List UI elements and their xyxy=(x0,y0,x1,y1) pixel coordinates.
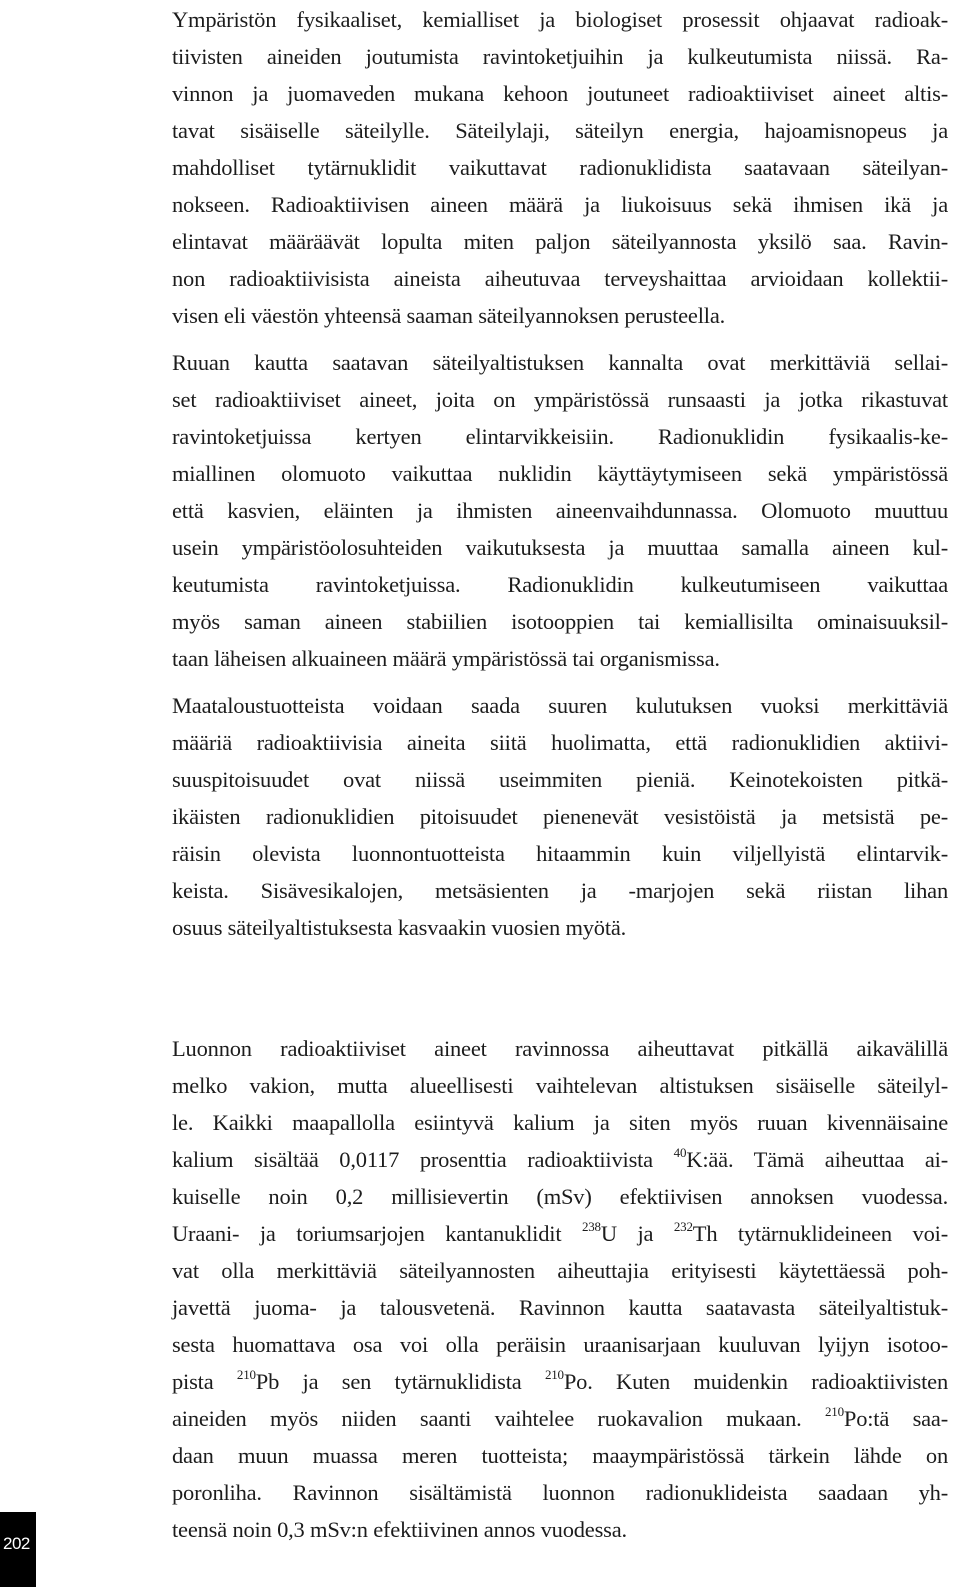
text-line: usein ympäristöolosuhteiden vaikutuksesta ja muuttaa samalla aineen kul- xyxy=(172,535,948,560)
text-line xyxy=(172,1141,948,1178)
text-line xyxy=(172,1437,948,1474)
text-segment: teensä noin 0,3 mSv:n efektiivinen annos vuodessa. xyxy=(172,1517,627,1542)
text-segment: U ja xyxy=(600,1221,674,1246)
text-line: keutumista ravintoketjuissa. Radionuklidin kulkeutumiseen vaikuttaa xyxy=(172,572,948,597)
text-segment: kalium sisältää 0,0117 prosenttia radioaktiivista xyxy=(172,1147,674,1172)
page-number: 202 xyxy=(3,1534,30,1553)
paragraph-2 xyxy=(172,344,948,677)
text-line xyxy=(172,1104,948,1141)
text-line: set radioaktiiviset aineet, joita on ympäristössä runsaasti ja jotka rikastuvat xyxy=(172,387,948,412)
text-line: vinnon ja juomaveden mukana kehoon joutuneet radioaktiiviset aineet altis- xyxy=(172,81,948,106)
paragraph-1 xyxy=(172,1,948,334)
text-line xyxy=(172,1030,948,1067)
text-segment: kuiselle noin 0,2 millisievertin (mSv) efektiivisen annoksen vuodessa. xyxy=(172,1184,948,1209)
text-line xyxy=(172,1252,948,1289)
text-segment: vat olla merkittäviä säteilyannosten aiheuttajia erityisesti käytettäessä poh- xyxy=(172,1258,948,1283)
paragraph-4 xyxy=(172,1030,948,1548)
text-line: ravintoketjuissa kertyen elintarvikkeisiin. Radionuklidin fysikaalis-ke- xyxy=(172,424,948,449)
text-line: Ympäristön fysikaaliset, kemialliset ja biologiset prosessit ohjaavat radioak- xyxy=(172,7,948,32)
isotope-mass-number: 210 xyxy=(236,1366,256,1382)
text-line: osuus säteilyaltistuksesta kasvaakin vuosien myötä. xyxy=(172,915,627,940)
text-line: suuspitoisuudet ovat niissä useimmiten pieniä. Keinotekoisten pitkä- xyxy=(172,767,948,792)
text-line: miallinen olomuoto vaikuttaa nuklidin käyttäytymiseen sekä ympäristössä xyxy=(172,461,948,486)
text-line: määriä radioaktiivisia aineita siitä huolimatta, että radionuklidien aktiivi- xyxy=(172,730,948,755)
text-line: myös saman aineen stabiilien isotooppien tai kemiallisilta ominaisuuksil- xyxy=(172,609,948,634)
text-segment: K:ää. Tämä aiheuttaa ai- xyxy=(686,1147,948,1172)
text-segment: melko vakion, mutta alueellisesti vaihtelevan altistuksen sisäiselle säteilyl- xyxy=(172,1073,948,1098)
isotope-mass-number: 210 xyxy=(824,1403,844,1419)
text-line: visen eli väestön yhteensä saaman säteilyannoksen perusteella. xyxy=(172,303,726,328)
text-line: tiivisten aineiden joutumista ravintoketjuihin ja kulkeutumista niissä. Ra- xyxy=(172,44,948,69)
text-line xyxy=(172,1067,948,1104)
text-line: ikäisten radionuklidien pitoisuudet pienenevät vesistöistä ja metsistä pe- xyxy=(172,804,948,829)
text-segment: Th tytärnuklideineen voi- xyxy=(692,1221,948,1246)
text-line xyxy=(172,1215,948,1252)
text-line: Maataloustuotteista voidaan saada suuren kulutuksen vuoksi merkittäviä xyxy=(172,693,948,718)
text-line xyxy=(172,1326,948,1363)
text-line xyxy=(172,1511,948,1548)
paragraph-3 xyxy=(172,687,948,946)
text-line: non radioaktiivisista aineista aiheutuvaa terveyshaittaa arvioidaan kollektii- xyxy=(172,266,948,291)
text-segment: le. Kaikki maapallolla esiintyvä kalium ja siten myös ruuan kivennäisaine xyxy=(172,1110,948,1135)
text-segment: Pb ja sen tytärnuklidista xyxy=(255,1369,545,1394)
text-segment: poronliha. Ravinnon sisältämistä luonnon radionuklideista saadaan yh- xyxy=(172,1480,948,1505)
isotope-mass-number: 232 xyxy=(673,1218,693,1234)
text-segment: Luonnon radioaktiiviset aineet ravinnossa aiheuttavat pitkällä aikavälillä xyxy=(172,1036,948,1061)
isotope-mass-number: 238 xyxy=(581,1218,601,1234)
text-line xyxy=(172,1400,948,1437)
text-line xyxy=(172,1178,948,1215)
text-line xyxy=(172,1474,948,1511)
text-segment: Po. Kuten muidenkin radioaktiivisten xyxy=(563,1369,948,1394)
text-segment: pista xyxy=(172,1369,237,1394)
text-line: että kasvien, eläinten ja ihmisten aineenvaihdunnassa. Olomuoto muuttuu xyxy=(172,498,948,523)
text-line: räisin olevista luonnontuotteista hitaammin kuin viljellyistä elintarvik- xyxy=(172,841,948,866)
text-segment: Po:tä saa- xyxy=(843,1406,948,1431)
text-line: elintavat määräävät lopulta miten paljon säteilyannosta yksilö saa. Ravin- xyxy=(172,229,948,254)
isotope-mass-number: 40 xyxy=(673,1144,687,1160)
text-line: keista. Sisävesikalojen, metsäsienten ja -marjojen sekä riistan lihan xyxy=(172,878,948,903)
text-line: taan läheisen alkuaineen määrä ympäristössä tai organismissa. xyxy=(172,646,720,671)
text-segment: javettä juoma- ja talousvetenä. Ravinnon kautta saatavasta säteilyaltistuk- xyxy=(172,1295,948,1320)
text-line: tavat sisäiselle säteilylle. Säteilylaji, säteilyn energia, hajoamisnopeus ja xyxy=(172,118,948,143)
isotope-mass-number: 210 xyxy=(544,1366,564,1382)
text-line: mahdolliset tytärnuklidit vaikuttavat radionuklidista saatavaan säteilyan- xyxy=(172,155,948,180)
text-line xyxy=(172,1363,948,1400)
page-number-tab xyxy=(0,1512,36,1587)
text-line: Ruuan kautta saatavan säteilyaltistuksen kannalta ovat merkittäviä sellai- xyxy=(172,350,948,375)
text-segment: aineiden myös niiden saanti vaihtelee ruokavalion mukaan. xyxy=(172,1406,825,1431)
text-line xyxy=(172,1289,948,1326)
text-segment: sesta huomattava osa voi olla peräisin uraanisarjaan kuuluvan lyijyn isotoo- xyxy=(172,1332,948,1357)
text-segment: Uraani- ja toriumsarjojen kantanuklidit xyxy=(172,1221,582,1246)
text-segment: daan muun muassa meren tuotteista; maaympäristössä tärkein lähde on xyxy=(172,1443,948,1468)
text-line: nokseen. Radioaktiivisen aineen määrä ja liukoisuus sekä ihmisen ikä ja xyxy=(172,192,948,217)
